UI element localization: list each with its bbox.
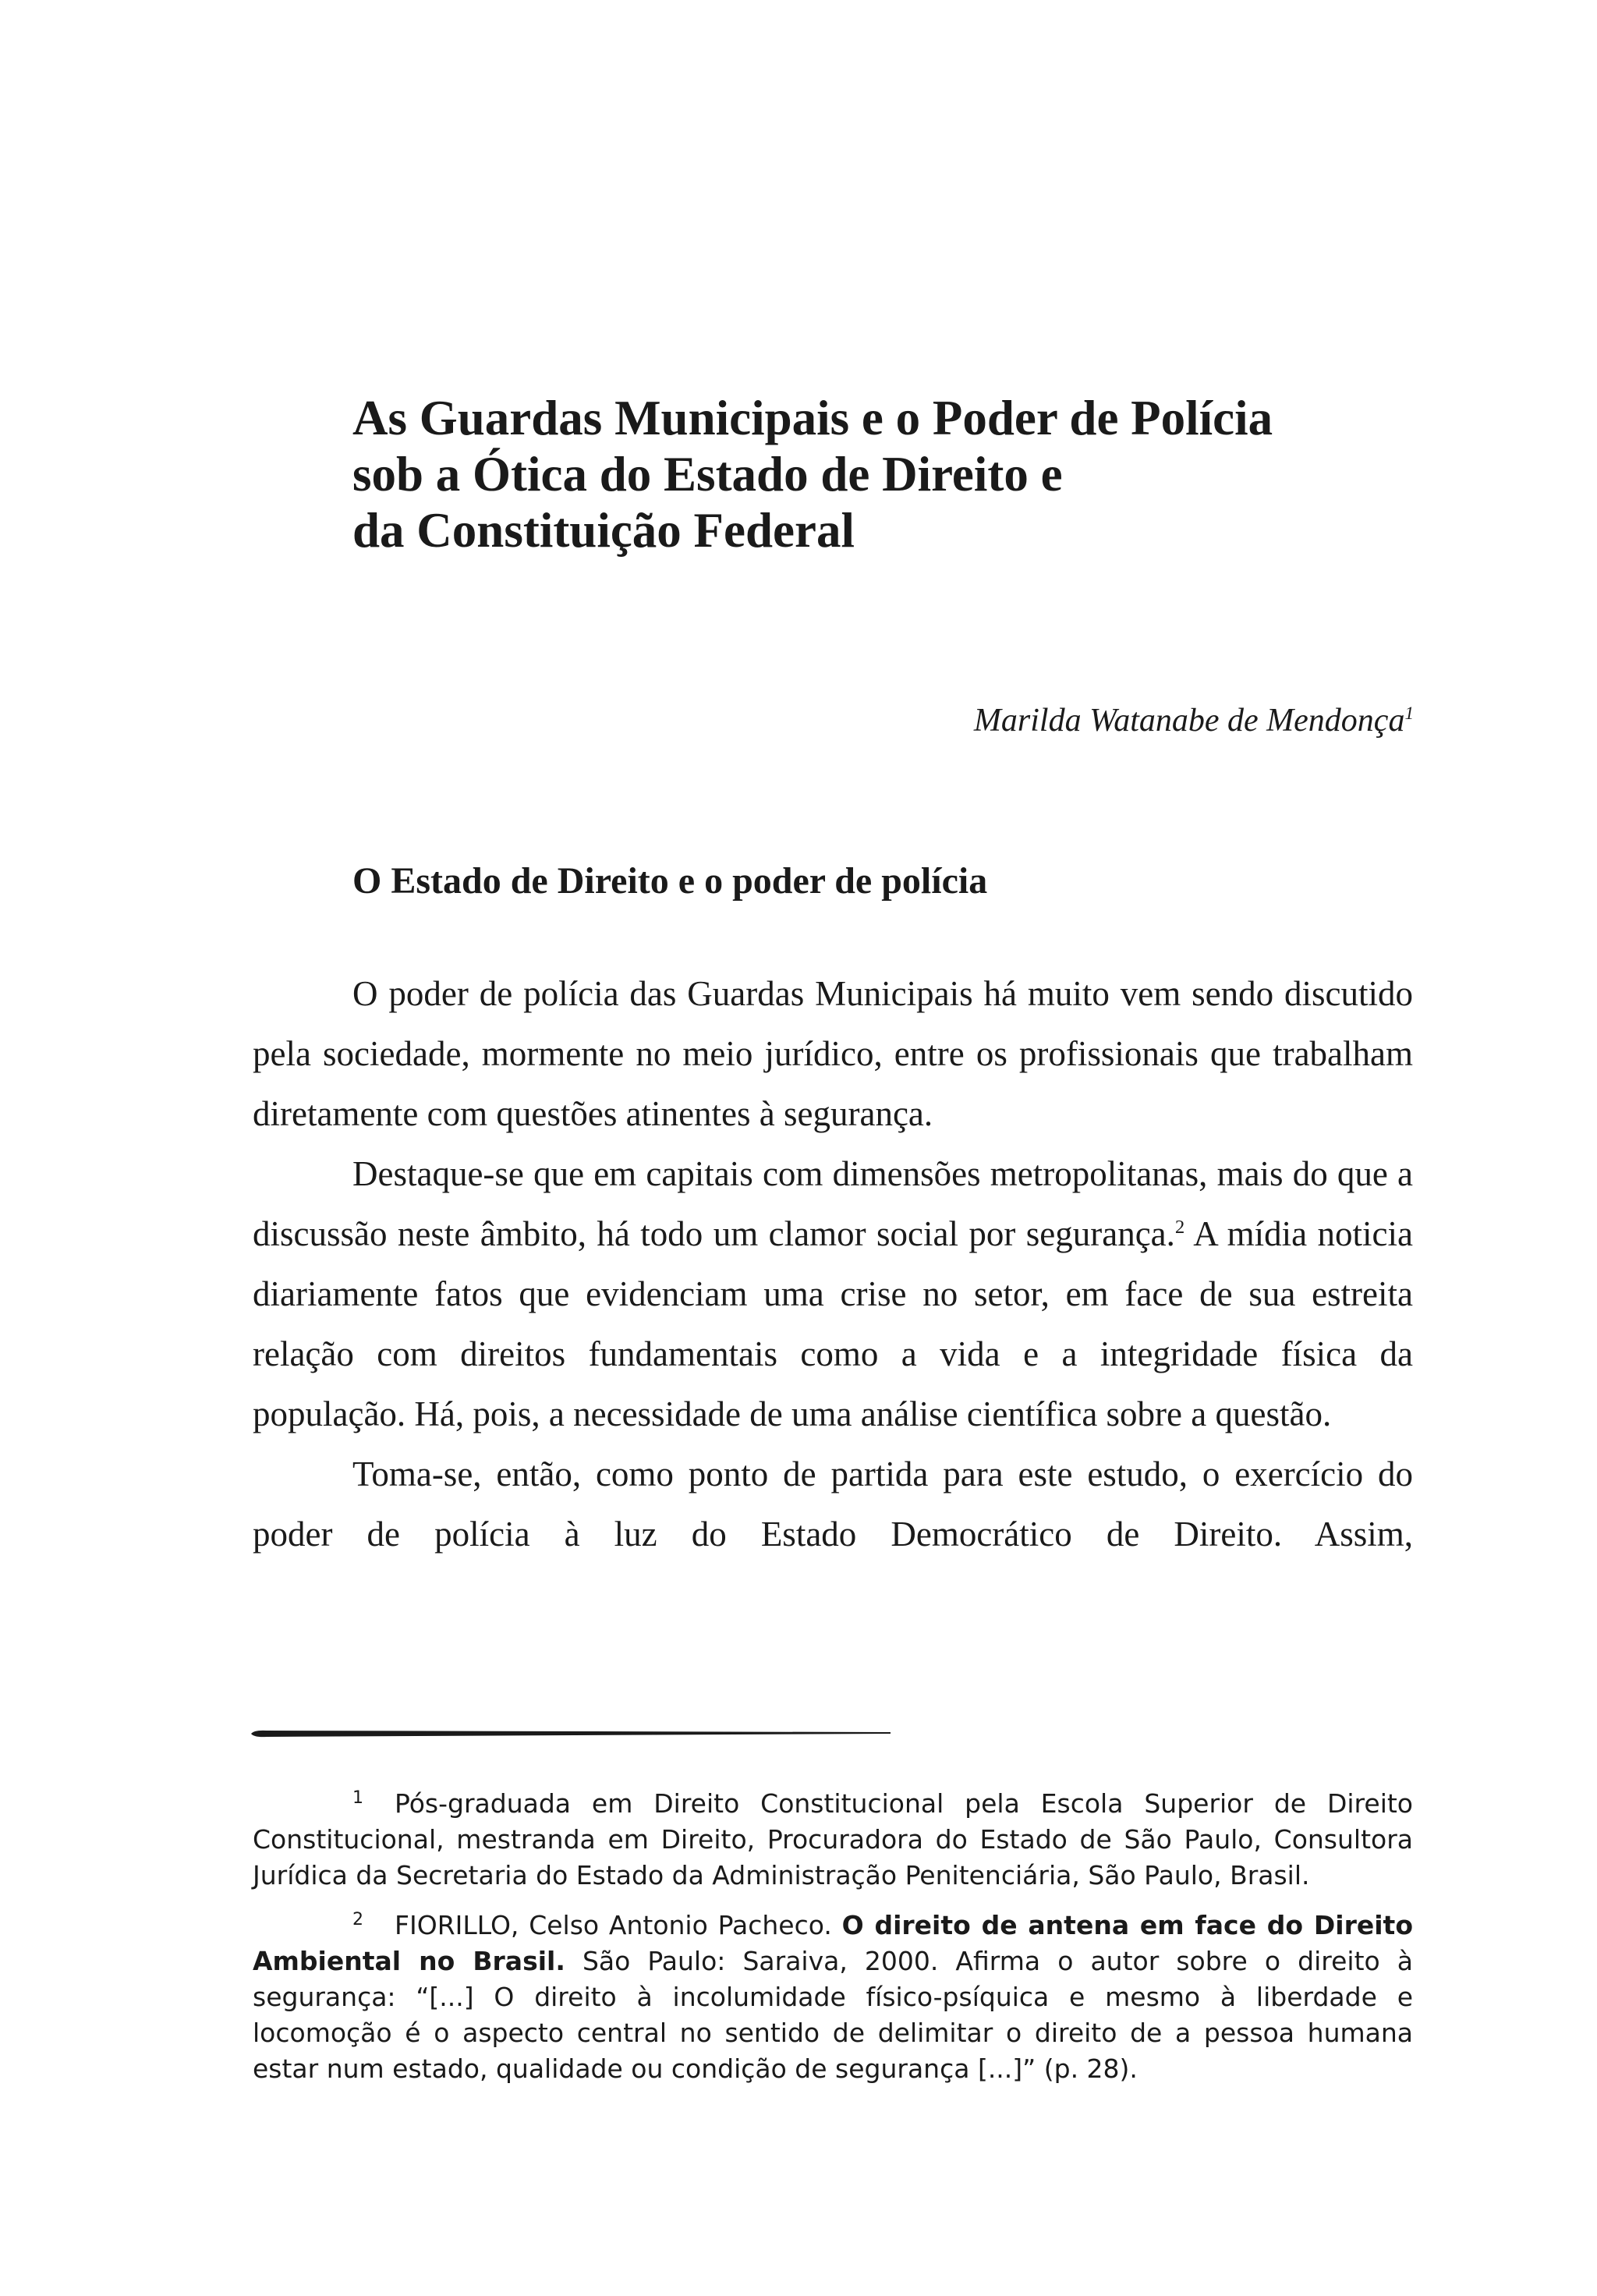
- paragraph-3: Toma-se, então, como ponto de partida para este estudo, o exercício do poder de polícia à luz do Estado Democrático de Direito. Assim,: [253, 1454, 1413, 1554]
- footnote-separator-rule: [251, 1730, 891, 1738]
- footnote-1-number: 1: [352, 1788, 363, 1808]
- footnote-ref-2[interactable]: 2: [1174, 1217, 1185, 1238]
- paragraph-2: [253, 1144, 1413, 1444]
- author-byline: [974, 700, 1414, 741]
- section-heading: O Estado de Direito e o poder de polícia: [352, 860, 988, 902]
- body-text: [253, 964, 1413, 1564]
- paragraph-2-part-b: A mídia noticia diariamente fatos que evidenciam uma crise no setor, em face de sua estreita relação com direitos fundamentais como a vida e a integridade física da população. Há, pois, a necessidade de uma análise científica sobre a questão.: [253, 1214, 1414, 1433]
- footnote-2-number: 2: [352, 1910, 363, 1929]
- footnote-2-text-b: São Paulo: Saraiva, 2000. Afirma o autor sobre o direito à segurança: “[...] O direito à incolumidade físico-psíquica e mesmo à liberdade e locomoção é o aspecto central no sentido de delimitar o direito de a pessoa humana estar num estado, qualidade ou condição de segurança [...]” (p. 28).: [253, 1946, 1413, 2084]
- article-title: [352, 390, 1444, 558]
- title-line-2: sob a Ótica do Estado de Direito e: [352, 447, 1063, 501]
- paragraph-2-part-a: Destaque-se que em capitais com dimensões metropolitanas, mais do que a discussão neste âmbito, há todo um clamor social por segurança.: [253, 1154, 1413, 1253]
- author-name: Marilda Watanabe de Mendonça: [973, 703, 1405, 739]
- title-line-1: As Guardas Municipais e o Poder de Polícia: [352, 391, 1273, 445]
- footnote-2: [253, 1908, 1413, 2087]
- footnote-2-text-a: FIORILLO, Celso Antonio Pacheco.: [395, 1910, 842, 1940]
- title-line-3: da Constituição Federal: [352, 503, 855, 558]
- footnote-2-book-title: O direito de antena em face do Direito Ambiental no Brasil.: [253, 1910, 1413, 1976]
- author-footnote-ref[interactable]: 1: [1404, 703, 1414, 723]
- footnote-1-text: Pós-graduada em Direito Constitucional pela Escola Superior de Direito Constitucional, mestranda em Direito, Procuradora do Estado de São Paulo, Consultora Jurídica da Secretaria do Estado da Administração Penitenciária, São Paulo, Brasil.: [253, 1788, 1413, 1890]
- footnote-1: [253, 1786, 1413, 1894]
- paragraph-1: O poder de polícia das Guardas Municipais há muito vem sendo discutido pela sociedade, mormente no meio jurídico, entre os profissionais que trabalham diretamente com questões atinentes à segurança.: [253, 974, 1413, 1133]
- footnotes: [253, 1786, 1413, 2101]
